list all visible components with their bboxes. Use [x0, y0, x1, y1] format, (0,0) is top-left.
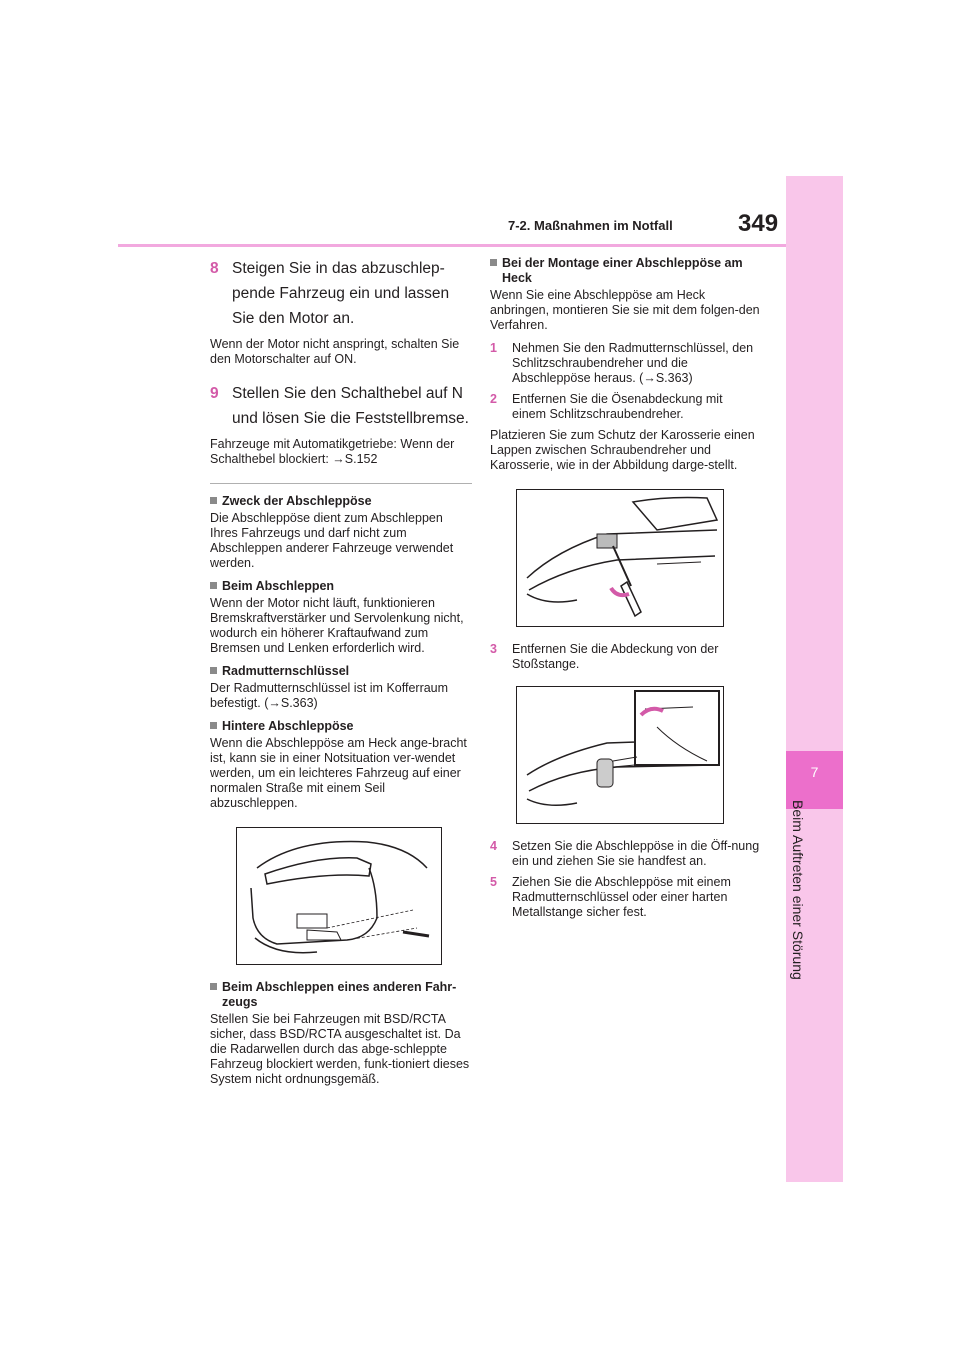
chapter-title-text: Beim Auftreten einer Störung [790, 800, 806, 980]
step-4 [490, 839, 760, 869]
subheading-hintere-abschleppoese: Hintere Abschleppöse [210, 719, 472, 734]
step-9-note: Fahrzeuge mit Automatikgetriebe: Wenn der Schalthebel blockiert: →S.152 [210, 437, 455, 466]
paragraph-hintere-abschleppoese: Wenn die Abschleppöse am Heck ange-bracht ist, kann sie in einer Notsituation ver-wendet werden, um ein leichteres Fahrzeug auf einer normalen Straße mit einem Seil abzuschleppen. [210, 736, 467, 810]
square-bullet-icon [210, 722, 217, 729]
header-rule [118, 244, 786, 247]
step-number: 4 [490, 839, 497, 853]
step-number: 3 [490, 642, 497, 656]
screwdriver-cover-illustration [516, 489, 724, 627]
step-8-note: Wenn der Motor nicht anspringt, schalten Sie den Motorschalter auf ON. [210, 337, 460, 366]
square-bullet-icon [210, 983, 217, 990]
step-3 [490, 642, 760, 672]
chapter-side-tab [786, 176, 843, 1182]
step-text: Stellen Sie den Schalthebel auf N und lösen Sie die Feststellbremse. [232, 385, 469, 427]
subheading-zweck: Zweck der Abschleppöse [210, 494, 472, 509]
step-text: Entfernen Sie die Ösenabdeckung mit einem Schlitzschraubendreher. [512, 392, 723, 421]
paragraph-montage: Wenn Sie eine Abschleppöse am Heck anbringen, montieren Sie sie mit dem folgen-den Verfahren. [490, 288, 760, 332]
right-column [490, 256, 760, 926]
subheading-radmutternschluessel: Radmutternschlüssel [210, 664, 472, 679]
step-5 [490, 875, 760, 920]
step-number: 1 [490, 341, 497, 355]
step-9 [210, 381, 472, 431]
step-text: Ziehen Sie die Abschleppöse mit einem Radmutternschlüssel oder einer harten Metallstange sicher fest. [512, 875, 731, 919]
step-text: Nehmen Sie den Radmutternschlüssel, den Schlitzschraubendreher und die Abschleppöse heraus. (→S.363) [512, 341, 754, 385]
step-number: 5 [490, 875, 497, 889]
left-column [210, 256, 472, 1095]
subheading-montage: Bei der Montage einer Abschleppöse am Heck [490, 256, 760, 286]
step-2 [490, 392, 760, 422]
step-1 [490, 341, 760, 386]
placement-note: Platzieren Sie zum Schutz der Karosserie einen Lappen zwischen Schraubendreher und Karosserie, wie in der Abbildung darge-stellt. [490, 428, 755, 472]
square-bullet-icon [490, 259, 497, 266]
square-bullet-icon [210, 497, 217, 504]
bumper-cover-illustration [516, 686, 724, 824]
step-text: Setzen Sie die Abschleppöse in die Öff-nung ein und ziehen Sie sie handfest an. [512, 839, 760, 868]
paragraph-radmutternschluessel: Der Radmutternschlüssel ist im Kofferraum befestigt. (→S.363) [210, 681, 449, 710]
square-bullet-icon [210, 582, 217, 589]
chapter-title [790, 800, 820, 1020]
chapter-number: 7 [810, 764, 819, 780]
paragraph-anderes-fahrzeug: Stellen Sie bei Fahrzeugen mit BSD/RCTA sicher, dass BSD/RCTA ausgeschaltet ist. Da die Radarwellen durch das abge-schleppte Fahrzeug blockiert werden, funk-tioniert dieses System nicht ordnungsgemäß. [210, 1012, 470, 1086]
square-bullet-icon [210, 667, 217, 674]
rear-car-illustration [236, 827, 442, 965]
step-number: 2 [490, 392, 497, 406]
subheading-anderes-fahrzeug: Beim Abschleppen eines anderen Fahr-zeugs [210, 980, 472, 1010]
section-divider [210, 483, 472, 484]
page-number: 349 [738, 210, 779, 237]
step-text: Steigen Sie in das abzuschlep-pende Fahrzeug ein und lassen Sie den Motor an. [232, 260, 450, 327]
subheading-beim-abschleppen: Beim Abschleppen [210, 579, 472, 594]
paragraph-zweck: Die Abschleppöse dient zum Abschleppen Ihres Fahrzeugs und darf nicht zum Abschleppen anderer Fahrzeuge verwendet werden. [210, 511, 454, 570]
step-number: 9 [210, 385, 219, 402]
step-text: Entfernen Sie die Abdeckung von der Stoßstange. [512, 642, 719, 671]
step-8 [210, 256, 472, 331]
step-number: 8 [210, 260, 219, 277]
paragraph-beim-abschleppen: Wenn der Motor nicht läuft, funktionieren Bremskraftverstärker und Servolenkung nicht, wodurch ein höherer Kraftaufwand zum Bremsen und Lenken erforderlich wird. [210, 596, 464, 655]
section-label: 7-2. Maßnahmen im Notfall [508, 218, 673, 233]
